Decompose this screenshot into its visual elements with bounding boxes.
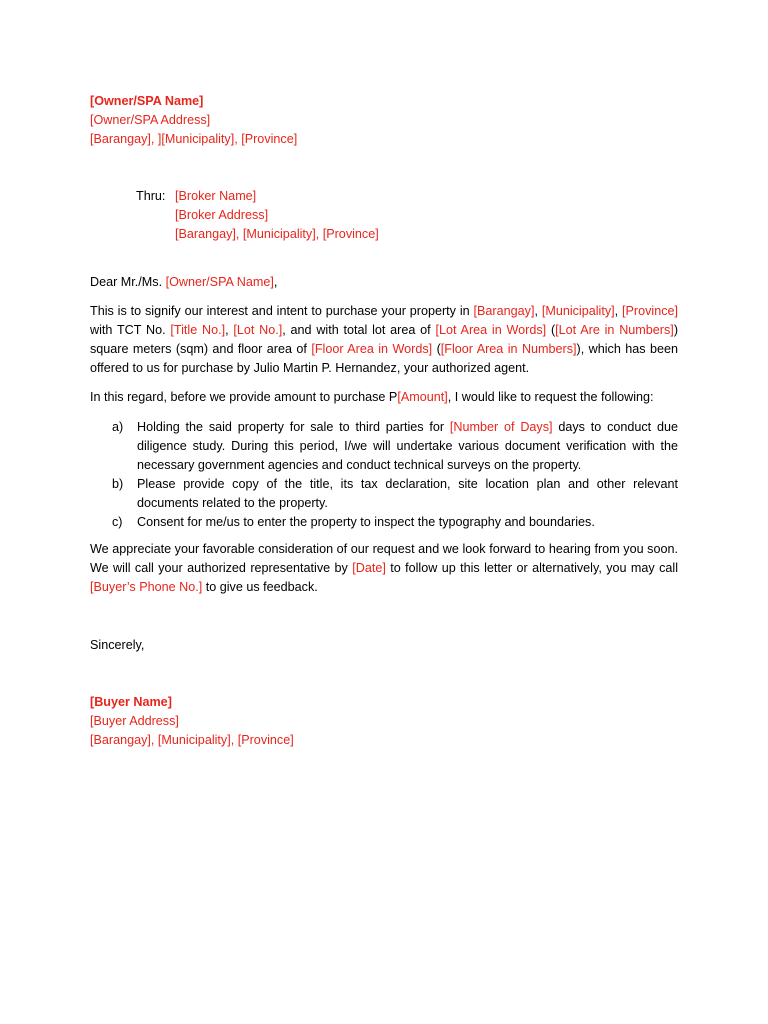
para1-municipality: [Municipality] (541, 304, 615, 318)
para1-text: , (614, 304, 622, 318)
broker-location (175, 225, 379, 244)
para1-text: This is to signify our interest and intent to purchase your property in (90, 304, 474, 318)
list-item (90, 418, 678, 475)
salutation-suffix: , (273, 275, 278, 289)
salutation (90, 273, 678, 292)
buyer-location (90, 731, 678, 750)
buyer-address-block (90, 693, 678, 750)
salutation-name: [Owner/SPA Name] (165, 275, 274, 289)
buyer-loc-sep1: , (150, 733, 158, 747)
broker-barangay: [Barangay] (175, 227, 236, 241)
list-item-text: Holding the said property for sale to third parties for (137, 420, 450, 434)
para1-text: with TCT No. (90, 323, 171, 337)
list-item-text: days to conduct due diligence study. During this period, I/we will undertake various document verification with the necessary government agencies and conduct technical surveys on the property. (137, 420, 678, 472)
para1-text: ( (432, 342, 441, 356)
buyer-name: [Buyer Name] (90, 695, 172, 709)
list-item (90, 513, 678, 532)
para3-phone: [Buyer’s Phone No.] (90, 580, 203, 594)
para2-amount: [Amount] (397, 390, 448, 404)
owner-address-block (90, 92, 678, 149)
buyer-loc-sep2: , (230, 733, 238, 747)
broker-loc-sep1: , (235, 227, 243, 241)
paragraph-intent (90, 302, 678, 378)
owner-location (90, 130, 678, 149)
para1-barangay: [Barangay] (473, 304, 535, 318)
para1-text: ( (546, 323, 556, 337)
list-item (90, 475, 678, 513)
list-item-label: c) (112, 515, 123, 529)
broker-province: [Province] (322, 227, 379, 241)
thru-label: Thru: (136, 189, 166, 203)
list-item-text: Please provide copy of the title, its tax declaration, site location plan and other relevant documents related to the property. (137, 477, 678, 510)
list-item-label: a) (112, 420, 124, 434)
list-item-days: [Number of Days] (449, 420, 553, 434)
broker-name: [Broker Name] (175, 189, 257, 203)
broker-municipality: [Municipality] (242, 227, 316, 241)
owner-name: [Owner/SPA Name] (90, 94, 204, 108)
buyer-province: [Province] (237, 733, 294, 747)
list-item-text: Consent for me/us to enter the property to inspect the typography and boundaries. (137, 515, 595, 529)
para1-floor-area-words: [Floor Area in Words] (311, 342, 433, 356)
owner-province: [Province] (241, 132, 298, 146)
para1-lot-no: [Lot No.] (233, 323, 283, 337)
paragraph-request (90, 388, 678, 407)
para1-text: ), which has been offered to us for purchase by Julio Martin P. Hernandez, your authorized agent. (90, 342, 678, 375)
para1-lot-area-words: [Lot Area in Words] (435, 323, 547, 337)
para1-text: ) square meters (sqm) and floor area of (90, 323, 679, 356)
closing-sincerely: Sincerely, (90, 638, 145, 652)
buyer-municipality: [Municipality] (157, 733, 231, 747)
broker-address-block (175, 187, 379, 244)
para1-province: [Province] (622, 304, 678, 318)
para2-text: In this regard, before we provide amount to purchase P (90, 390, 398, 404)
para1-text: , and with total lot area of (282, 323, 436, 337)
paragraph-closing (90, 540, 678, 597)
para3-text: We appreciate your favorable consideration of our request and we look forward to hearing from you soon. We will call your authorized representative by (90, 542, 678, 575)
broker-loc-sep2: , (315, 227, 323, 241)
list-item-label: b) (112, 477, 124, 491)
para3-date: [Date] (352, 561, 386, 575)
owner-barangay: [Barangay] (90, 132, 151, 146)
para1-text: , (225, 323, 234, 337)
para1-title-no: [Title No.] (170, 323, 226, 337)
owner-municipality: [Municipality] (161, 132, 235, 146)
broker-address: [Broker Address] (175, 208, 269, 222)
owner-loc-sep2: , (234, 132, 242, 146)
buyer-address: [Buyer Address] (90, 714, 179, 728)
para1-lot-area-numbers: [Lot Are in Numbers] (555, 323, 674, 337)
para3-text: to give us feedback. (202, 580, 318, 594)
owner-loc-sep1: , ] (150, 132, 162, 146)
para3-text: to follow up this letter or alternatively, you may call (385, 561, 679, 575)
para1-text: , (534, 304, 542, 318)
owner-address: [Owner/SPA Address] (90, 113, 211, 127)
para1-floor-area-numbers: [Floor Area in Numbers] (440, 342, 577, 356)
request-list (90, 418, 678, 532)
salutation-prefix: Dear Mr./Ms. (90, 275, 166, 289)
buyer-barangay: [Barangay] (90, 733, 151, 747)
para2-text: , I would like to request the following: (447, 390, 654, 404)
